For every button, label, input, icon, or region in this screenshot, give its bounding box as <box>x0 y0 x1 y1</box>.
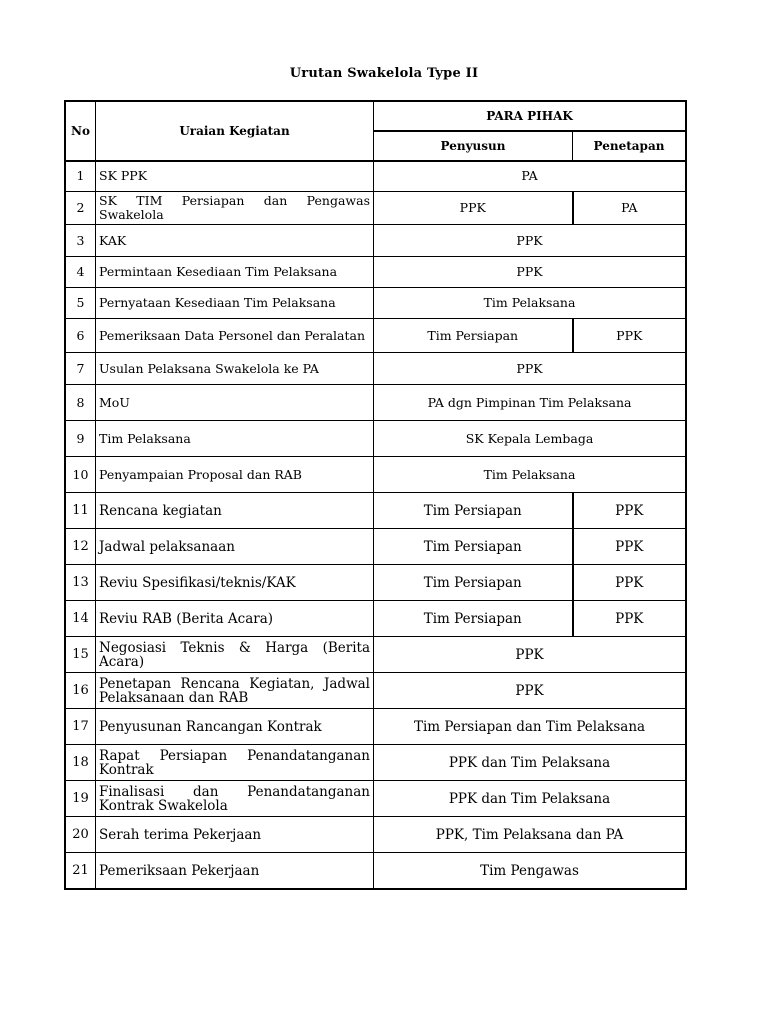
row-number: 18 <box>66 745 96 781</box>
row-number: 3 <box>66 225 96 257</box>
row-number: 14 <box>66 601 96 637</box>
row-para-pihak: PPK dan Tim Pelaksana <box>374 745 686 781</box>
row-uraian: Permintaan Kesediaan Tim Pelaksana <box>96 257 374 288</box>
row-uraian: Pemeriksaan Pekerjaan <box>96 853 374 889</box>
row-number: 10 <box>66 457 96 493</box>
row-uraian: Rencana kegiatan <box>96 493 374 529</box>
row-para-pihak: Tim Pengawas <box>374 853 686 889</box>
row-uraian: Penyusunan Rancangan Kontrak <box>96 709 374 745</box>
header-penyusun: Penyusun <box>374 131 573 161</box>
table-row <box>66 781 686 817</box>
row-para-pihak: Tim Pelaksana <box>374 457 686 493</box>
row-number: 21 <box>66 853 96 889</box>
row-penetapan: PA <box>573 192 686 225</box>
swakelola-table <box>65 101 686 889</box>
row-penetapan: PPK <box>573 529 686 565</box>
table-row <box>66 288 686 319</box>
row-number: 11 <box>66 493 96 529</box>
table-row <box>66 745 686 781</box>
row-para-pihak: Tim Pelaksana <box>374 288 686 319</box>
row-para-pihak: PPK <box>374 637 686 673</box>
row-uraian: Reviu Spesifikasi/teknis/KAK <box>96 565 374 601</box>
row-uraian: Pemeriksaan Data Personel dan Peralatan <box>96 319 374 353</box>
row-penetapan: PPK <box>573 493 686 529</box>
table-row <box>66 385 686 421</box>
row-penyusun: Tim Persiapan <box>374 565 573 601</box>
table-row <box>66 319 686 353</box>
table-row <box>66 493 686 529</box>
row-uraian: SK TIM Persiapan dan Pengawas Swakelola <box>96 192 374 225</box>
row-para-pihak: PA <box>374 161 686 192</box>
table-row <box>66 192 686 225</box>
row-number: 17 <box>66 709 96 745</box>
row-uraian: Usulan Pelaksana Swakelola ke PA <box>96 353 374 385</box>
header-uraian: Uraian Kegiatan <box>96 102 374 161</box>
row-number: 20 <box>66 817 96 853</box>
table-row <box>66 709 686 745</box>
row-number: 9 <box>66 421 96 457</box>
row-number: 8 <box>66 385 96 421</box>
row-uraian: Negosiasi Teknis & Harga (Berita Acara) <box>96 637 374 673</box>
table-row <box>66 565 686 601</box>
row-number: 4 <box>66 257 96 288</box>
header-no: No <box>66 102 96 161</box>
row-penyusun: Tim Persiapan <box>374 319 573 353</box>
row-uraian: Serah terima Pekerjaan <box>96 817 374 853</box>
row-penyusun: Tim Persiapan <box>374 601 573 637</box>
row-para-pihak: PPK <box>374 257 686 288</box>
row-number: 1 <box>66 161 96 192</box>
row-number: 12 <box>66 529 96 565</box>
table-body <box>66 161 686 889</box>
row-uraian: Reviu RAB (Berita Acara) <box>96 601 374 637</box>
row-number: 16 <box>66 673 96 709</box>
row-para-pihak: PPK <box>374 353 686 385</box>
row-uraian: Jadwal pelaksanaan <box>96 529 374 565</box>
table-row <box>66 353 686 385</box>
row-para-pihak: PPK <box>374 225 686 257</box>
header-penetapan: Penetapan <box>573 131 686 161</box>
row-penyusun: PPK <box>374 192 573 225</box>
row-number: 15 <box>66 637 96 673</box>
row-uraian: Penyampaian Proposal dan RAB <box>96 457 374 493</box>
row-para-pihak: SK Kepala Lembaga <box>374 421 686 457</box>
table-row <box>66 161 686 192</box>
table-row <box>66 601 686 637</box>
table-row <box>66 457 686 493</box>
row-number: 19 <box>66 781 96 817</box>
row-para-pihak: PA dgn Pimpinan Tim Pelaksana <box>374 385 686 421</box>
row-uraian: Finalisasi dan Penandatanganan Kontrak Swakelola <box>96 781 374 817</box>
row-uraian: KAK <box>96 225 374 257</box>
row-uraian: Penetapan Rencana Kegiatan, Jadwal Pelaksanaan dan RAB <box>96 673 374 709</box>
row-uraian: Pernyataan Kesediaan Tim Pelaksana <box>96 288 374 319</box>
table-row <box>66 421 686 457</box>
table-row <box>66 853 686 889</box>
row-penetapan: PPK <box>573 565 686 601</box>
row-penetapan: PPK <box>573 319 686 353</box>
row-uraian: SK PPK <box>96 161 374 192</box>
row-penetapan: PPK <box>573 601 686 637</box>
row-para-pihak: PPK, Tim Pelaksana dan PA <box>374 817 686 853</box>
table-row <box>66 257 686 288</box>
row-number: 2 <box>66 192 96 225</box>
row-penyusun: Tim Persiapan <box>374 529 573 565</box>
row-number: 5 <box>66 288 96 319</box>
row-number: 13 <box>66 565 96 601</box>
table-row <box>66 225 686 257</box>
row-uraian: MoU <box>96 385 374 421</box>
row-para-pihak: PPK dan Tim Pelaksana <box>374 781 686 817</box>
row-uraian: Rapat Persiapan Penandatanganan Kontrak <box>96 745 374 781</box>
table-row <box>66 637 686 673</box>
row-uraian: Tim Pelaksana <box>96 421 374 457</box>
row-number: 6 <box>66 319 96 353</box>
table-row <box>66 673 686 709</box>
row-penyusun: Tim Persiapan <box>374 493 573 529</box>
header-para-pihak: PARA PIHAK <box>374 102 686 131</box>
row-number: 7 <box>66 353 96 385</box>
table-row <box>66 529 686 565</box>
row-para-pihak: PPK <box>374 673 686 709</box>
document-title: Urutan Swakelola Type II <box>289 66 479 81</box>
row-para-pihak: Tim Persiapan dan Tim Pelaksana <box>374 709 686 745</box>
table-row <box>66 817 686 853</box>
